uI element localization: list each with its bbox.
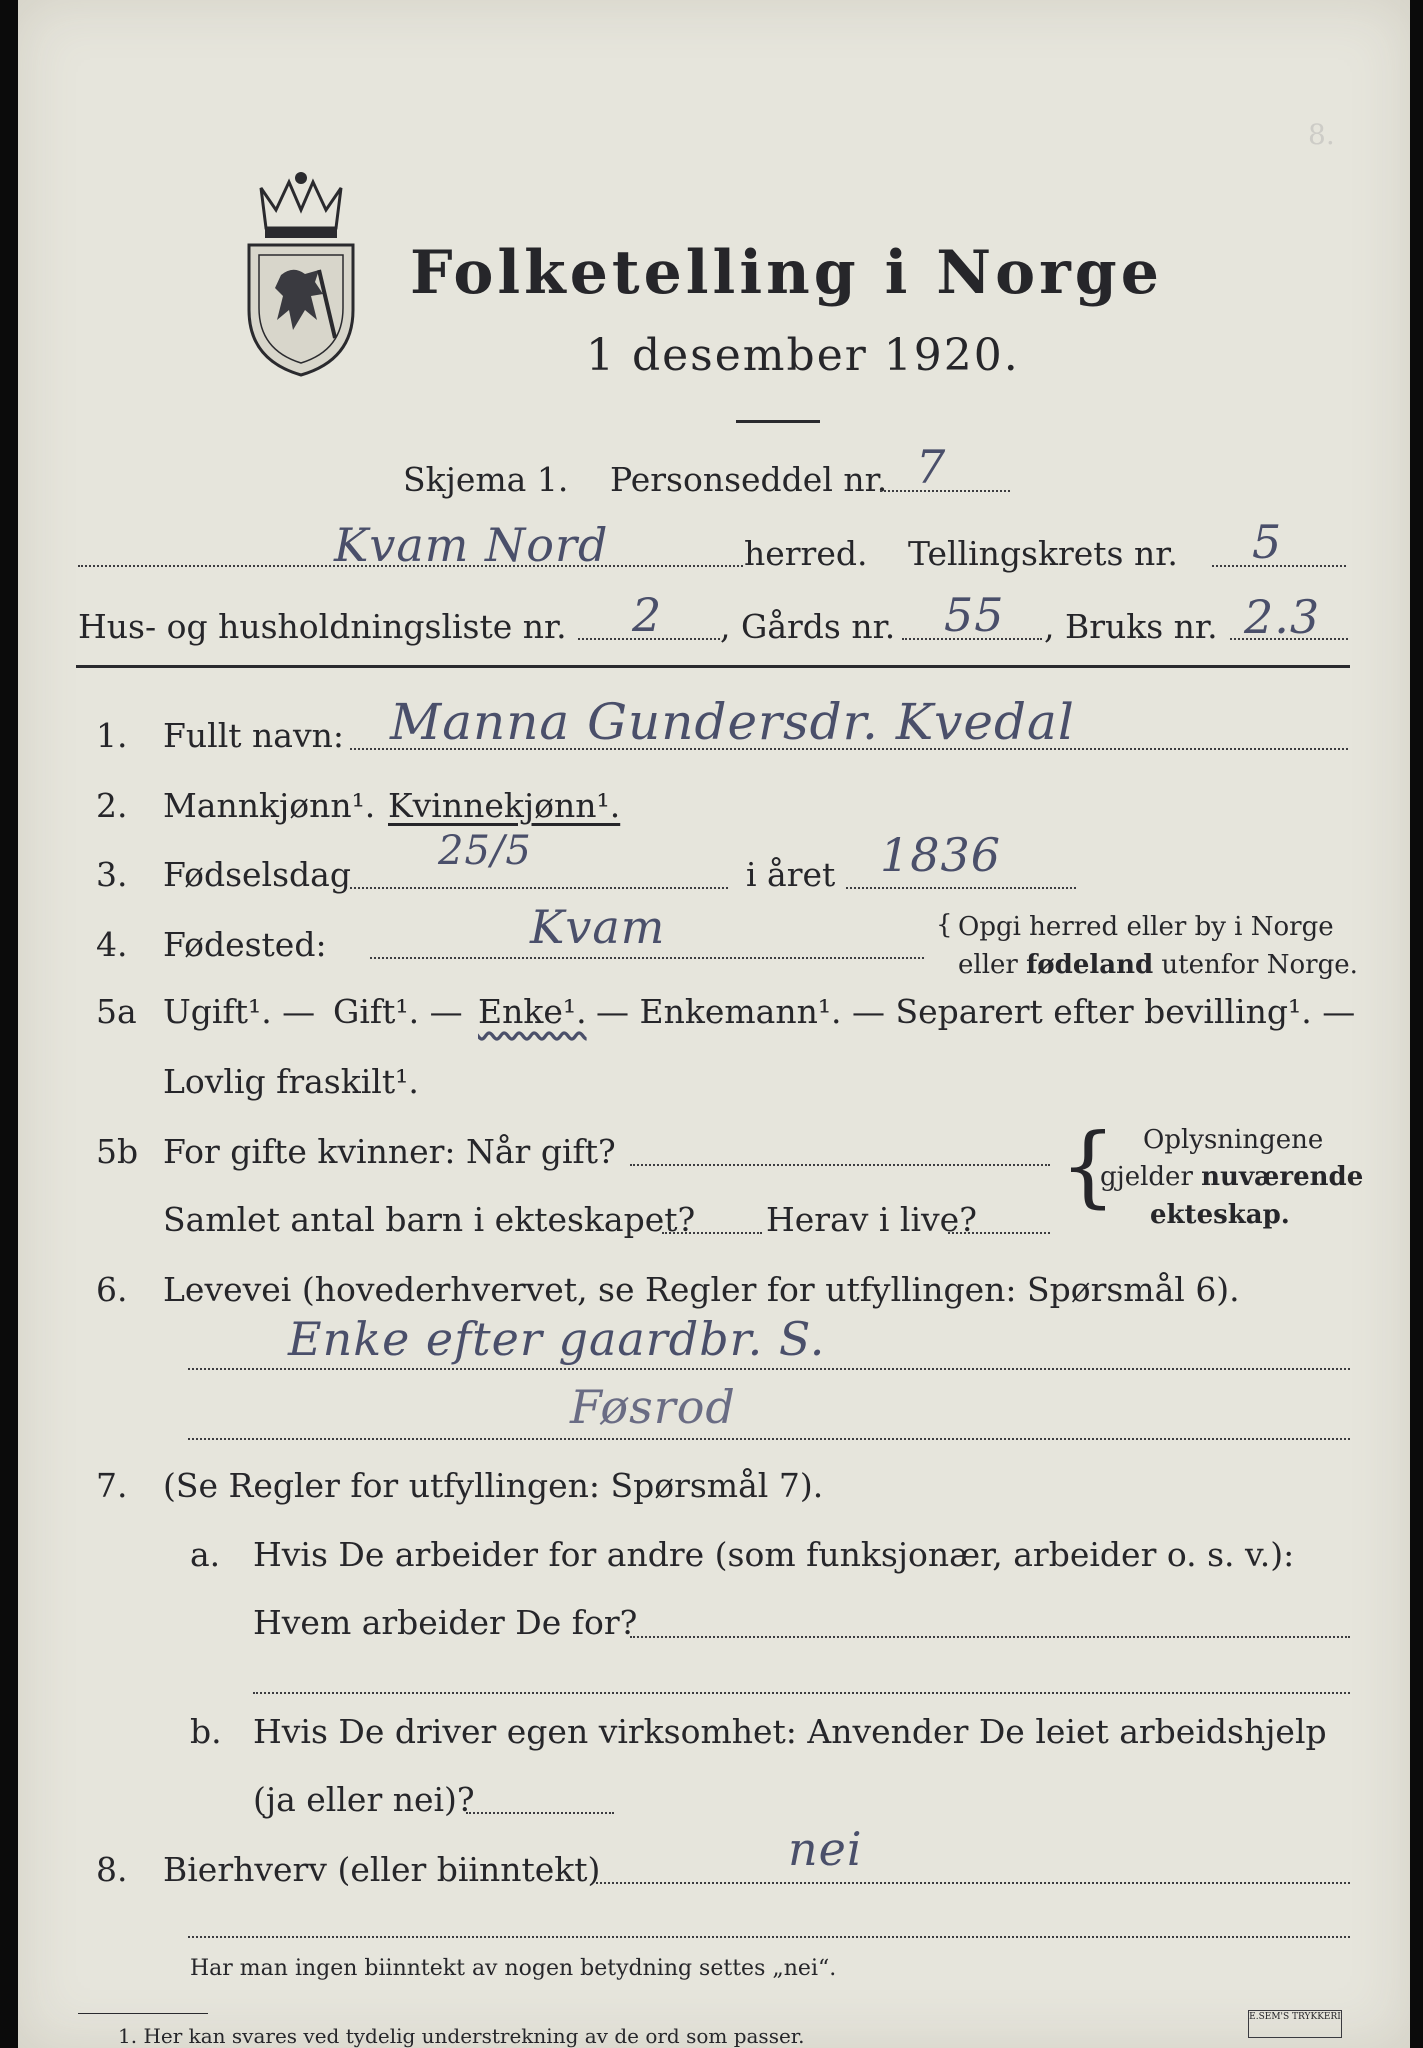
civil-status-enke[interactable]: Enke¹. <box>478 992 587 1031</box>
q7b-letter: b. <box>190 1712 222 1751</box>
civil-status-rest: — Enkemann¹. — Separert efter bevilling¹. — <box>596 992 1356 1031</box>
q5b-label-married: For gifte kvinner: Når gift? <box>163 1132 616 1171</box>
q7b-text: Hvis De driver egen virksomhet: Anvender De leiet arbeidshjelp <box>253 1712 1327 1751</box>
q5b-children-line <box>662 1232 762 1234</box>
q3-day-line <box>350 887 728 889</box>
q5b-label-alive: Herav i live? <box>766 1200 977 1239</box>
hus-label: Hus- og husholdningsliste nr. <box>78 607 567 646</box>
coat-of-arms-icon <box>231 170 371 380</box>
q3-label: Fødselsdag <box>163 855 351 894</box>
herred-value[interactable]: Kvam Nord <box>334 518 609 572</box>
bruks-value[interactable]: 2.3 <box>1244 590 1321 644</box>
herred-label: herred. <box>744 534 868 573</box>
occupation-value-2[interactable]: Føsrod <box>570 1380 736 1434</box>
q5b-number: 5b <box>96 1132 139 1171</box>
q5b-note-3: ekteskap. <box>1150 1200 1290 1230</box>
full-name-value[interactable]: Manna Gundersdr. Kvedal <box>390 693 1075 751</box>
q6-number: 6. <box>96 1270 128 1309</box>
civil-status-gift[interactable]: Gift¹. — <box>333 992 463 1031</box>
printer-stamp <box>1248 2010 1342 2038</box>
footer-note: Har man ingen biinntekt av nogen betydning settes „nei“. <box>190 1956 837 1981</box>
bruks-label: , Bruks nr. <box>1044 607 1218 646</box>
q5b-married-line <box>630 1164 1050 1166</box>
q8-label: Bierhverv (eller biinntekt) <box>163 1850 601 1889</box>
birth-year-value[interactable]: 1836 <box>880 828 1002 882</box>
footnote-rule <box>78 2013 208 2014</box>
q7a-line-1 <box>630 1636 1350 1638</box>
q6-line-1 <box>188 1368 1350 1370</box>
personseddel-value[interactable]: 7 <box>916 440 947 494</box>
q8-line-2 <box>188 1936 1350 1938</box>
q3-year-line <box>846 887 1076 889</box>
tellingskrets-value[interactable]: 5 <box>1252 515 1283 569</box>
q5b-note-1: Oplysningene <box>1143 1125 1324 1155</box>
q6-label: Levevei (hovederhvervet, se Regler for utfyllingen: Spørsmål 6). <box>163 1270 1240 1309</box>
q4-number: 4. <box>96 925 128 964</box>
civil-status-fraskilt[interactable]: Lovlig fraskilt¹. <box>163 1062 419 1101</box>
skjema-label: Skjema 1. <box>403 460 569 499</box>
gender-male-option[interactable]: Mannkjønn¹. <box>163 786 376 825</box>
q7a-line-2 <box>253 1692 1350 1694</box>
q7a-letter: a. <box>190 1535 221 1574</box>
side-income-value[interactable]: nei <box>788 1822 863 1876</box>
q6-line-2 <box>188 1438 1350 1440</box>
q1-number: 1. <box>96 716 128 755</box>
q4-brace: { <box>936 910 953 940</box>
q8-line <box>596 1882 1350 1884</box>
q7b-question: (ja eller nei)? <box>253 1780 475 1819</box>
birthplace-value[interactable]: Kvam <box>530 900 666 954</box>
q2-number: 2. <box>96 786 128 825</box>
occupation-value-1[interactable]: Enke efter gaardbr. S. <box>288 1312 826 1366</box>
gender-female-option[interactable]: Kvinnekjønn¹. <box>388 786 621 825</box>
q7a-question: Hvem arbeider De for? <box>253 1603 638 1642</box>
birthday-value[interactable]: 25/5 <box>438 828 532 874</box>
q3-number: 3. <box>96 855 128 894</box>
q5b-alive-line <box>948 1232 1050 1234</box>
hus-value[interactable]: 2 <box>632 588 663 642</box>
header-rule <box>76 665 1350 668</box>
q7a-text: Hvis De arbeider for andre (som funksjonær, arbeider o. s. v.): <box>253 1535 1295 1574</box>
q4-note-2: eller fødeland utenfor Norge. <box>958 950 1358 980</box>
printer-stamp-text: E.SEM'S TRYKKERI <box>1249 2012 1341 2022</box>
gards-label: , Gårds nr. <box>720 607 896 646</box>
q5b-label-children: Samlet antal barn i ekteskapet? <box>163 1200 696 1239</box>
q7b-line <box>466 1812 614 1814</box>
personseddel-label: Personseddel nr. <box>610 460 888 499</box>
civil-status-ugift[interactable]: Ugift¹. — <box>163 992 316 1031</box>
q4-note-1: Opgi herred eller by i Norge <box>958 912 1334 942</box>
tellingskrets-label: Tellingskrets nr. <box>908 534 1178 573</box>
q1-label: Fullt navn: <box>163 716 344 755</box>
q4-line <box>370 957 924 959</box>
census-form <box>18 0 1410 2048</box>
q4-label: Fødested: <box>163 925 327 964</box>
form-date: 1 desember 1920. <box>586 330 1020 381</box>
title-divider <box>736 420 820 423</box>
q5b-note-2: gjelder nuværende <box>1100 1162 1364 1192</box>
q5a-number: 5a <box>96 992 137 1031</box>
q3-year-label: i året <box>746 855 836 894</box>
footnote: 1. Her kan svares ved tydelig understrekning av de ord som passer. <box>118 2024 805 2048</box>
q8-number: 8. <box>96 1850 128 1889</box>
q7-number: 7. <box>96 1466 128 1505</box>
q7-label: (Se Regler for utfyllingen: Spørsmål 7). <box>163 1466 824 1505</box>
gards-value[interactable]: 55 <box>944 588 1005 642</box>
q5b-brace: { <box>1060 1114 1116 1217</box>
bleed-through-text: 8. <box>1308 118 1335 151</box>
form-title: Folketelling i Norge <box>410 238 1163 308</box>
